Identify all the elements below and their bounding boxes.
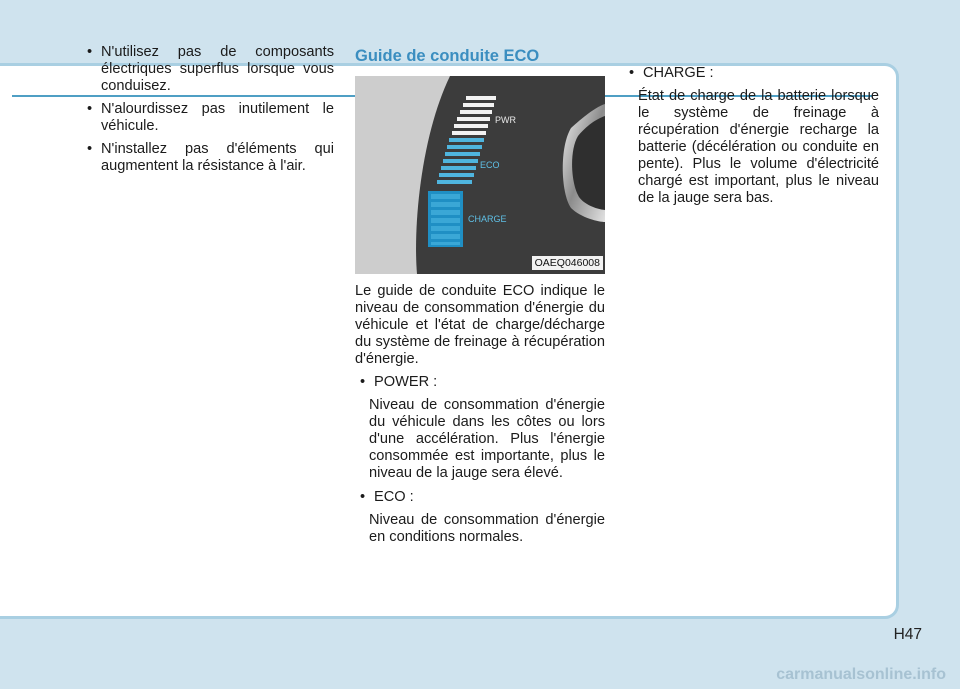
charge-description: État de charge de la batterie lorsque le système de freinage à récupération d'énergie recharge la batterie (décélération ou conduite en pente). Plus le volume d'électricité chargé est important, plus le niveau de la jauge sera bas. xyxy=(638,88,879,206)
tip-bullet-1: • N'utilisez pas de composants électriques superflus lorsque vous conduisez. xyxy=(82,44,334,95)
tip-bullet-3: • N'installez pas d'éléments qui augmentent la résistance à l'air. xyxy=(82,141,334,175)
page-number: H47 xyxy=(893,626,922,643)
charge-bullet: • CHARGE : xyxy=(624,65,879,82)
intro-paragraph: Le guide de conduite ECO indique le niveau de consommation d'énergie du véhicule et l'état de charge/décharge du système de freinage à récupération d'énergie. xyxy=(355,283,605,367)
footer-watermark: carmanualsonline.info xyxy=(776,666,946,683)
power-bullet: • POWER : xyxy=(355,374,605,391)
left-column xyxy=(82,44,334,181)
right-column xyxy=(624,65,879,214)
middle-column xyxy=(355,46,605,553)
charge-label: CHARGE xyxy=(468,214,507,224)
eco-gauge-figure xyxy=(355,76,605,274)
power-description: Niveau de consommation d'énergie du véhicule dans les côtes ou lors d'une accélération. Plus l'énergie consommée est importante, plus le niveau de la jauge sera élevé. xyxy=(369,397,605,481)
eco-gauge-illustration xyxy=(355,76,605,274)
eco-description: Niveau de consommation d'énergie en conditions normales. xyxy=(369,512,605,545)
tip-bullet-2: • N'alourdissez pas inutilement le véhicule. xyxy=(82,101,334,135)
pwr-label: PWR xyxy=(495,115,516,125)
eco-bullet: • ECO : xyxy=(355,489,605,506)
section-heading: Guide de conduite ECO xyxy=(355,47,540,65)
eco-label: ECO xyxy=(480,160,500,170)
figure-code: OAEQ046008 xyxy=(532,256,603,270)
